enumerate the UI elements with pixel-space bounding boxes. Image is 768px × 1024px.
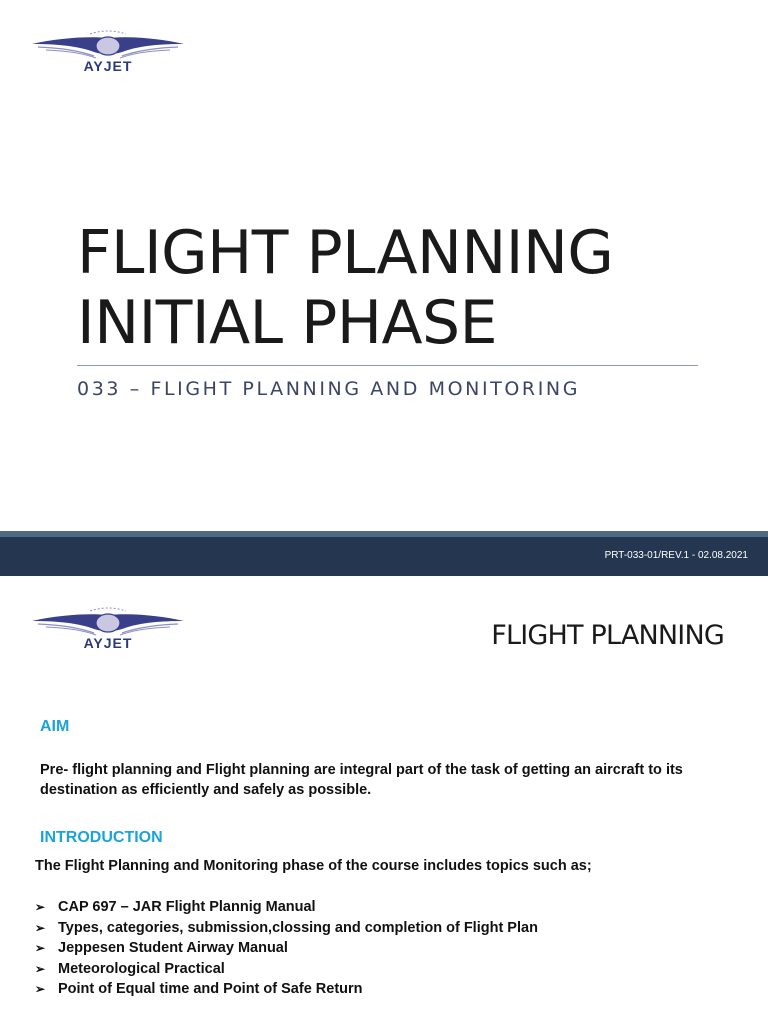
document-reference: PRT-033-01/REV.1 - 02.08.2021 bbox=[604, 550, 748, 561]
topic-label: CAP 697 – JAR Flight Plannig Manual bbox=[58, 899, 316, 915]
presentation-title bbox=[77, 218, 717, 358]
introduction-text: The Flight Planning and Monitoring phase of the course includes topics such as; bbox=[35, 858, 592, 874]
presentation-subtitle: 033 – FLIGHT PLANNING AND MONITORING bbox=[77, 378, 581, 400]
arrowhead-bullet-icon: ➢ bbox=[35, 920, 46, 935]
list-item bbox=[35, 938, 538, 959]
title-line-2: INITIAL PHASE bbox=[77, 288, 498, 358]
ayjet-logo bbox=[28, 607, 188, 655]
list-item bbox=[35, 918, 538, 939]
topic-label: Jeppesen Student Airway Manual bbox=[58, 940, 288, 956]
logo-wordmark: AYJET bbox=[83, 635, 133, 651]
list-item bbox=[35, 979, 538, 1000]
topic-label: Meteorological Practical bbox=[58, 960, 225, 977]
logo-wordmark: AYJET bbox=[83, 58, 133, 74]
arrowhead-bullet-icon: ➢ bbox=[35, 961, 46, 976]
arrowhead-bullet-icon: ➢ bbox=[35, 982, 46, 996]
ayjet-logo bbox=[28, 30, 188, 78]
arrowhead-bullet-icon: ➢ bbox=[35, 900, 46, 914]
aim-heading: AIM bbox=[40, 718, 70, 735]
winged-emblem-icon bbox=[28, 607, 188, 637]
winged-emblem-icon bbox=[28, 30, 188, 60]
aim-text: Pre- flight planning and Flight planning are integral part of the task of getting an aircraft to its destination as efficiently and safely as possible. bbox=[40, 762, 683, 798]
title-line-1: FLIGHT PLANNING bbox=[77, 218, 614, 288]
list-item bbox=[35, 959, 538, 980]
title-divider bbox=[77, 365, 698, 366]
introduction-heading: INTRODUCTION bbox=[40, 829, 163, 846]
arrowhead-bullet-icon: ➢ bbox=[35, 941, 46, 955]
list-item bbox=[35, 897, 538, 918]
topic-label: Types, categories, submission,clossing and completion of Flight Plan bbox=[58, 919, 538, 936]
slide-title: FLIGHT PLANNING bbox=[491, 620, 724, 651]
topic-list bbox=[35, 897, 538, 1000]
content-slide bbox=[0, 576, 768, 1024]
topic-label: Point of Equal time and Point of Safe Return bbox=[58, 981, 363, 997]
